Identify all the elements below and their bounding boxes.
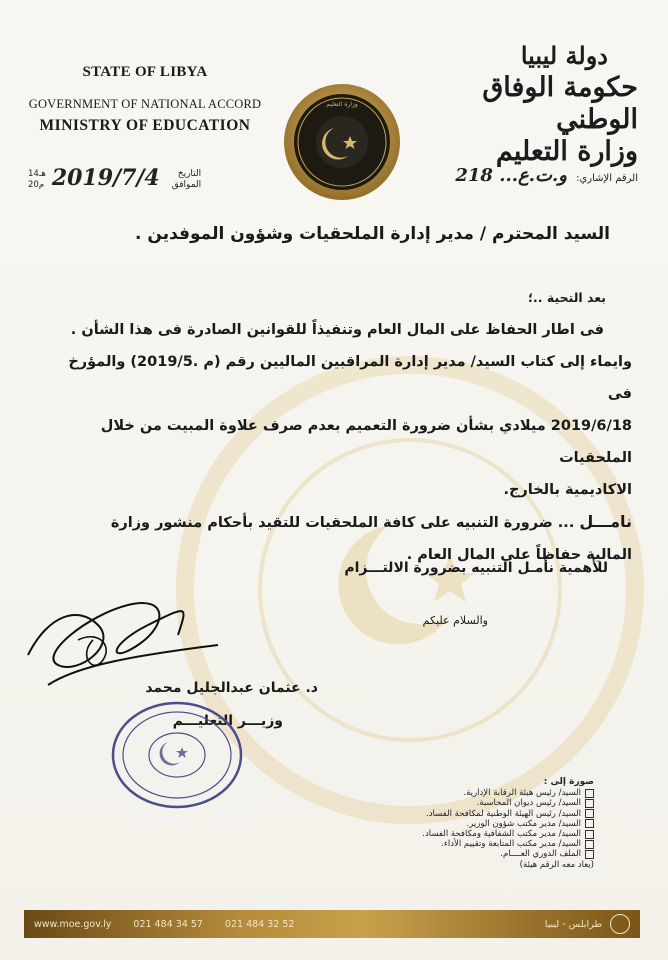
ministry-seal-icon xyxy=(282,82,402,202)
state-name-ar: دولة ليبيا xyxy=(520,41,608,70)
copies-item: السيد/ مدير مكتب المتابعة وتقييم الأداء. xyxy=(394,839,594,849)
reference-block xyxy=(455,165,638,186)
copies-item: السيد/ رئيس الهيئة الوطنية لمكافحة الفساد. xyxy=(394,809,594,819)
addressee-line: السيد المحترم / مدير إدارة الملحقيات وشؤون الموفدين . xyxy=(135,224,610,244)
official-stamp-icon xyxy=(110,700,245,810)
date-label: التاريخ xyxy=(177,169,202,179)
svg-text:وزارة التعليم: وزارة التعليم xyxy=(326,101,358,108)
paragraph-5 xyxy=(42,506,632,539)
copies-list xyxy=(394,777,594,870)
checkbox-icon xyxy=(585,789,594,798)
copies-title: صورة إلى : xyxy=(543,777,594,787)
checkbox-icon xyxy=(585,840,594,849)
state-name-en: STATE OF LIBYA xyxy=(82,64,208,80)
checkbox-icon xyxy=(585,799,594,808)
letter-body xyxy=(42,314,632,571)
signer-title: وزيـــر التعليـــم xyxy=(172,713,283,729)
regards-line: والسلام عليكم xyxy=(422,614,488,627)
closing-line: للأهمية نأمـل التنبيه بضرورة الالتـــزام xyxy=(344,560,608,576)
checkbox-icon xyxy=(585,850,594,859)
paragraph-4: الاكاديمية بالخارج. xyxy=(503,482,632,498)
footer-bar xyxy=(24,910,640,938)
reference-handwritten: و.ت.ع... 218 xyxy=(455,165,567,186)
footer-city: طرابلس - ليبيا xyxy=(544,918,602,930)
signer-name: د. عثمان عبدالجليل محمد xyxy=(145,680,318,696)
ministry-name-en: MINISTRY OF EDUCATION xyxy=(39,117,251,134)
paragraph-6: المالية حفاظاً على المال العام . xyxy=(406,547,632,563)
footer-phone-1: 021 484 34 57 xyxy=(133,918,203,930)
date-greg-suffix: 20م xyxy=(28,180,45,190)
checkbox-icon xyxy=(585,809,594,818)
request-keyword: نامـــل xyxy=(579,512,632,531)
paragraph-3: 2019/6/18 ميلادي بشأن ضرورة التعميم بعدم صرف علاوة المبيت من خلال الملحقيات xyxy=(100,418,632,466)
checkbox-icon xyxy=(585,819,594,828)
date-label-2: الموافق xyxy=(171,180,202,190)
footer-phone-2: 021 484 32 52 xyxy=(224,918,295,930)
footer-contacts xyxy=(34,919,294,930)
date-handwritten: 2019/7/4 xyxy=(51,165,160,191)
paragraph-5-text: ... ضرورة التنبيه على كافة الملحقيات للتقيد بأحكام منشور وزارة xyxy=(110,515,575,531)
copies-item: السيد/ رئيس ديوان المحاسبة. xyxy=(394,798,594,808)
ministry-name-ar: وزارة التعليم xyxy=(495,136,638,167)
paragraph-2: وايماء إلى كتاب السيد/ مدير إدارة المراقبين الماليين رقم (م .2019/5) والمؤرخ فى xyxy=(68,354,632,402)
reference-label: الرقم الإشاري: xyxy=(576,173,638,184)
greeting-line: بعد التحية ..؛ xyxy=(528,290,606,305)
copies-item: الملف الدوري العــــام. xyxy=(394,849,594,859)
footer-location xyxy=(545,914,630,934)
footer-website: www.moe.gov.ly xyxy=(34,918,112,930)
date-hijri-suffix: 14هـ xyxy=(28,169,46,179)
copies-item: السيد/ مدير مكتب الشفافية ومكافحة الفساد. xyxy=(394,829,594,839)
signature-scribble xyxy=(18,585,228,695)
copies-item: (يعاد معه الرقم هيئة) xyxy=(519,859,594,870)
copies-item: السيد/ رئيس هيئة الرقابة الإدارية. xyxy=(394,788,594,798)
footer-emblem-icon xyxy=(610,914,630,934)
paragraph-1: فى اطار الحفاظ على المال العام وتنفيذاً للقوانين الصادرة فى هذا الشأن . xyxy=(70,322,604,338)
header-english xyxy=(20,64,270,135)
date-block xyxy=(28,165,201,191)
government-name-ar: حكومة الوفاق الوطني xyxy=(482,72,638,135)
header-arabic xyxy=(398,40,638,168)
government-name-en: GOVERNMENT OF NATIONAL ACCORD xyxy=(28,97,262,111)
copies-item: السيد/ مدير مكتب شؤون الوزير. xyxy=(394,819,594,829)
checkbox-icon xyxy=(585,830,594,839)
